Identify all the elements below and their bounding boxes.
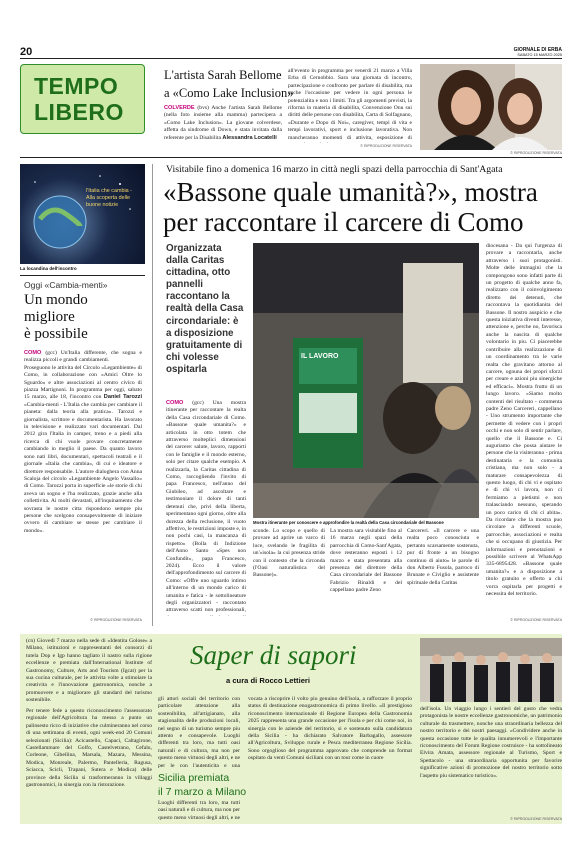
poster-caption: La locandina dell'incontro (20, 266, 77, 271)
section-title-line1: TEMPO (34, 73, 119, 99)
book-body: COMO (gcc) Un'Italia differente, che sogna e realizza piccoli e grandi cambiamenti. Proseguono le attivita del Circolo «Legambiente» di Como, in collaborazione con «Amici Oltre lo Sguardo» e altre associazioni al centro civico di piazza Martignoni. In programma per oggi, sabato 15 marzo, alle 18, l'incontro con Daniel Tarozzi «Cambia-menti - L'Italia che cambia per cambiare il pianeta: dalla teoria alla pratica». Tarozzi e giornalista, scrittore e documentarista. Ha lavorato in televisione e realizzato vari documentari. Dal 2012 gira l'Italia in camper, treno e a piedi alla ricerca di chi vuole provare concretamente cambiando in meglio il paese. Da quanto lavoro sono nati libri, documentari, spettacoli teatrali e il giornale «Italia che cambia», di cui e ideatore e direttore responsabile. L'autore dialoghera con Anna Scaloja del circolo «Legambiente Angelo Vassallo» di Como. Tarozzi porta in superficie «le storie di chi aveva un sogno e l'ha realizzato, grazie anche alla collettivita. Ai molti devastati, all'inquinamento che sovrasta le nostre citta rispondono sempre piu persone che scelgono consapevolmente di iniziare ovvero di cambiare se stesse per cambiare il mondo». (24, 350, 142, 534)
book-lead: COMO (24, 350, 42, 356)
sarah-title-1: L'artista Sarah Bellome (164, 68, 282, 82)
food-col1: Per tenere fede a questo riconoscimento l'assessorato regionale dell'Agricoltura ha messo a punto un palinsesto ricco di iniziative che culmineranno nel corso di una settimana di eventi, ogni week-end 20 Comuni selezionati (Sicilia): Acicastello, Capaci, Caltagirone, Castellammare del Golfo, Castelvetrano, Cefalu, Corleone, Gibellina, Marsala, Mazara, Messina, Modica, Monreale, Palermo, Pantelleria, Ragusa, Sciacca, Scicli, Trapani, Sutera e Modica) delle province della Sicilia si trasformeranno in villaggi gastronomici, in sinergia con la ristorazione. (26, 708, 152, 789)
paper-name: GIORNALE DI ERBA (513, 47, 562, 53)
sarah-body-right: all'evento in programma per venerdi 21 marzo a Villa Erba di Cernobbio. Sara una giornata di incontro, partecipazione e confronto per parlare di disabilita, ma anche l'occasione per vedere in ogni persona le potenzialita e non i limiti. Tra gli argomenti previsti, la riforma in materia di disabilita, Convenzione Onu sui diritti delle persone con disabilita, Carta di Solfagnano, «Durante e Dopo di Noi», caregiver, tempi di vita e tempi lavorativi, sport e inclusione lavorativa. Non mancheranno momenti di attivita, esposizione di (288, 68, 412, 141)
food-subtitle-1: Sicilia premiata (158, 772, 230, 784)
book-kicker: Oggi «Cambia-menti» (24, 280, 108, 290)
main-credit: © RIPRODUZIONE RISERVATA (510, 618, 562, 622)
sarah-lead: COLVERDE (164, 105, 195, 111)
book-title-3: è possibile (24, 326, 88, 342)
main-title-1: «Bassone quale umanità?», mostra (163, 177, 538, 207)
portrait-illustration (420, 64, 562, 150)
poster-illustration (20, 164, 145, 264)
page-number: 20 (20, 46, 33, 58)
main-title-2: per raccontare il carcere di Como (163, 207, 524, 237)
main-lead: COMO (166, 400, 184, 406)
food-byline: a cura di Rocco Lettieri (226, 676, 310, 685)
main-col1: COMO (gcc) Una mostra itinerante per raccontare la realta della Casa circondariale di Como. «Bassone quale umanita?» e articolata in otto totem che attraverso molteplici dimensioni del carcere: salute, lavoro, rapporti con le famiglie e il mondo esterno, solo per citare qualche esempio. A realizzarla, la Caritas cittadina di Como, raccogliendo l'invito di papa Francesco, nell'anno del Giubileo, ad ascoltare e testimoniare il dolore di tanti detenuti che, privi della liberta, sperimentano ogni giorno, oltre alla durezza della reclusione, il vuoto affettivo, le restrizioni imposte e, in non pochi casi, la mancanza di rispetto» (Bolla di Indizione dell'Anno Santo «Spes non Confundit», papa Francesco, 2024). Ecco il valore dell'approfondimento sul carcere di Como: «Offre uno sguardo intimo all'interno di un mondo carico di umanita e fatica - le sottolineature degli organizzatori - raccontato attraverso scatti non professionali, (166, 400, 246, 614)
issue-date: SABATO 15 MARZO 2025 (517, 53, 562, 57)
book-title-1: Un mondo (24, 292, 88, 308)
pull-quote: Organizzata dalla Caritas cittadina, otto pannelli raccontano la realtà della Casa circondariale: è a disposizione gratuitamente di chi volesse ospitarla (166, 243, 244, 375)
food-photo (420, 638, 562, 702)
book-poster (20, 164, 145, 264)
book-title-2: migliore (24, 309, 75, 325)
main-kicker: Visitabile fino a domenica 16 marzo in città negli spazi della parrocchia di Sant'Agata (166, 164, 503, 175)
food-col2: gli attori sociali del territorio con particolare attenzione alla sostenibilita, all'artigianato, alla stagionalita delle produzioni locali, nel segno di un turismo sempre piu attento e consapevole. Luoghi differenti tra loro, ma tutti oasi naturali e di cultura, ma non per questo meno virtuosi degli altri, e ne per le con l'autenticita e una (158, 696, 240, 769)
exhibition-scene (253, 243, 479, 518)
sarah-body-left: COLVERDE (bvs) Anche l'artista Sarah Bellome (nella foto insieme alla mamma) partecipera a «Como Lake Inclusion». La giovane colverdese, affetta da sindrome di Down, e stata invitata dalla referente per la Disabilita Alessandra Locatelli (164, 105, 282, 141)
award-group (420, 638, 562, 702)
header-rule (20, 58, 562, 59)
food-intro: (cn) Giovedi 7 marzo nella sede di «Identita Golose» a Milano, istituzioni e rappresentanti dei consorzi di tutela Dop e Igp hanno tagliato il nastro sulla rigione eccellenze e premiata dall'International Institute of Gastronomy, Culture, Arts and Tourism (Igcat) per la sua cucina culturale, per le attivita volte a stimolare la creativita e l'innovazione gastronomica, nonche a promuovere e a migliorare gli standard del turismo sostenibile. (26, 638, 152, 704)
food-logo: Saper di sapori (190, 640, 357, 670)
sidebar-vrule (152, 164, 153, 626)
section-title-line2: LIBERO (34, 99, 124, 125)
section-box (20, 64, 145, 134)
book-credit: © RIPRODUZIONE RISERVATA (90, 618, 142, 622)
main-col5: diocesana - Da qui l'urgenza di provare a raccontarla, anche attraverso i suoi protagonisti. Molte delle immagini che la compongono sono infatti parte di un progetto di qualche anno fa, realizzato con il coinvolgimento diretto dei detenuti, che raccontava la quotidianita del Bassone. Il nostro auspicio e che questa iniziativa diventi interesse, attenzione e, perche no, favorisca anche la nascita di qualche volontario in piu. Ci piacerebbe contribuire alla realizzazione di un coordinamento tra le varie realta che gravitano attorno al carcere, ognuna dei propri sforzi per creare e azioni piu sinergiche ed efficaci». Mostra frutto di un lungo lavoro. «Siamo molto contenti del risultato - commenta padre Zeno Carcereri, cappellano - Uno strumento importante che permette di vedere con i propri occhi e non solo di sentir parlare, quello che il Bassone e. Ci auguriamo che possa aiutare le persone che la visiteranno - prima destinataria e la comunita cristiana, ma non solo - a maturare consapevolezza di questo luogo, di chi vi e ospitato e di chi vi lavora, non ci fermiamo a pietismi e non tralasciando nessuno, sperando un poco carico di chi ci abita». Da ricordare che la mostra puo circolare a differenti scuole, parrocchie, associazioni e realta che si occupano di giustizia. Per informazioni e prenotazioni e possibile scrivere al WhatsApp 335-6895428. «Bassone quale umanita?» e a disposizione a titolo gratuito e offerto a chi vorra ospitarla per progetti e necessita del territorio. (486, 243, 562, 598)
main-col3: La mostra sara visitabile fino al 16 marzo negli spazi della parrocchia di Como-Sant'Agata, dove resteranno esposti i 12 marzo e stata presentata alla presenza del direttore della Casa circondariale del Bassone Fabrizio Rinaldi e del cappellano padre Zeno (330, 528, 402, 594)
food-col4: dell'isola. Un viaggio lungo i sentieri del gusto che vedra protagonista le nostre eccellenze gastronomiche, un patrimonio culturale da trasmettere, nonche una straordinaria bellezza del nostro territorio e dei nostri paesaggi. «Condividere anche in questa occasione tutte le qualita innumerevoli e l'importante riconoscimento del Forum Regione costruisce - ha sottolineato Elvira Amata, assessore regionale al Turismo, Sport e Spettacolo - una straordinaria opportunita per favorire significative azioni di promozione del nostro territorio sotto l'aspetto piu sistematico turistico». (420, 706, 562, 779)
poster-lavoro: IL LAVORO (301, 353, 339, 360)
sarah-title-2: a «Como Lake Inclusion» (164, 86, 294, 100)
food-col2-b: Luoghi differenti tra loro, ma tutti oasi naturali e di cultura, ma non per questo meno virtuosi degli altri, e ne (158, 800, 240, 821)
food-col3: vocata a riscoprire il volto piu genuino dell'isola, a rafforzare il proprio status di destinazione enogastronomica di primo livello. «Il prestigioso riconoscimento internazionale di Regione Europea della Gastronomia 2025 rappresenta una grande occasione per l'isola e per chi come noi, in sinergia con le aziende del territorio, si e sostenuto sulla candidatura della Sicilia - ha dichiarato Salvatore Barbagallo, assessore all'Agricoltura, Sviluppo rurale e Pesca mediterranea Regione Sicilia. Sono orgoglioso del programma approvato che comprende un format ospitato da venti Comuni siciliani con un tour come in cuore (248, 696, 412, 762)
divider-sidebar (20, 275, 145, 276)
main-col4: Carcereri. «Il carcere e una realta poco conosciuta e pertanto scarsamente sostenuta, pur di fronte a un bisogno continuo di aiuto» le parole di don Alberto Fusola, parroco di Brunate e Civiglio e assistente spirituale della Caritas (407, 528, 479, 586)
food-credit: © RIPRODUZIONE RISERVATA (510, 817, 562, 821)
sarah-credit: © RIPRODUZIONE RISERVATA (360, 144, 412, 148)
sarah-photo (420, 64, 562, 150)
food-subtitle-2: il 7 marzo a Milano (158, 786, 247, 798)
divider-top (20, 157, 562, 158)
main-col2: sconde. Lo scopo e quello di provare ad aprire un varco di luce, svelando le fragilita di un'«isola» la cui presenza stride con il contesto che la circonda (l'Oasi naturalistica del Bassone)». (253, 528, 325, 579)
poster-text: l'Italia che cambia - Alla scoperta delle buone notizie (86, 188, 132, 208)
sarah-photo-credit: © RIPRODUZIONE RISERVATA (510, 151, 562, 155)
main-photo (253, 243, 479, 518)
photo-caption: Mostra itinerante per conoscere e approfondire la realtà della Casa circondariale del Bassone (253, 520, 444, 525)
